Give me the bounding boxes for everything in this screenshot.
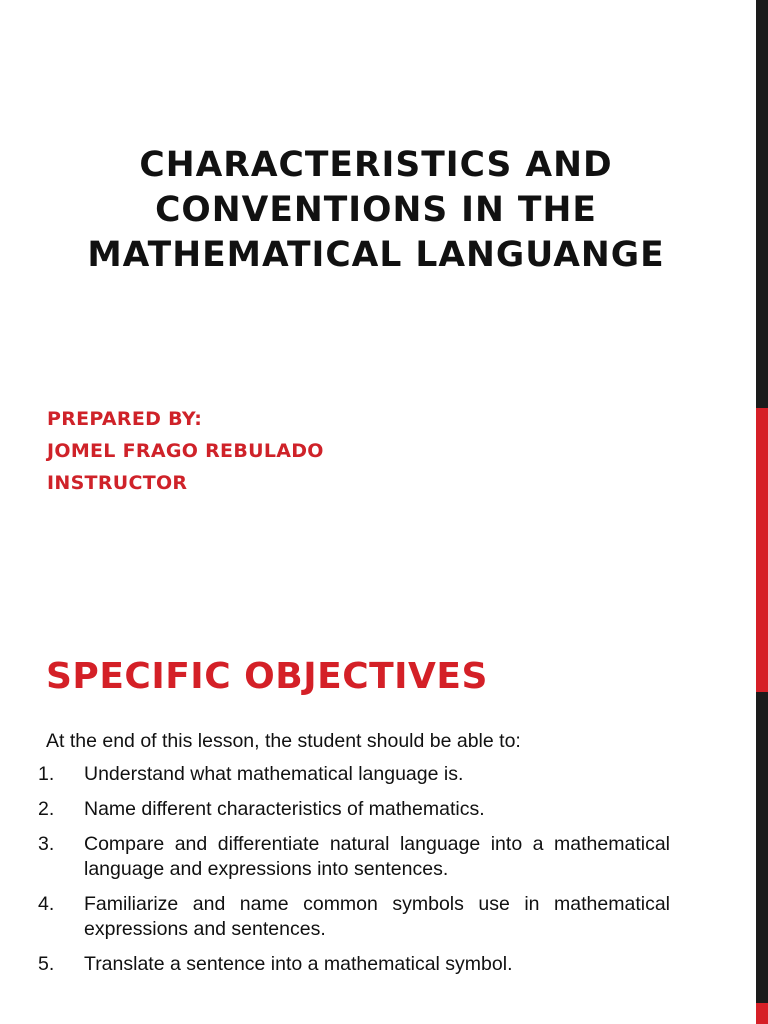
author-block bbox=[47, 403, 324, 499]
objective-item bbox=[38, 762, 670, 787]
sidebar-accent-red-bottom bbox=[756, 1003, 768, 1024]
author-role: INSTRUCTOR bbox=[47, 472, 188, 494]
objective-text: Translate a sentence into a mathematical symbol. bbox=[84, 953, 513, 975]
objective-item bbox=[38, 952, 670, 977]
objective-number: 3. bbox=[38, 833, 55, 855]
objective-item bbox=[38, 797, 670, 822]
objective-item bbox=[38, 832, 670, 882]
objective-text: Compare and differentiate natural language into a mathematical language and expressions into sentences. bbox=[84, 833, 670, 880]
title-line: CHARACTERISTICS AND bbox=[139, 145, 613, 185]
objective-number: 5. bbox=[38, 953, 55, 975]
prepared-by-label: PREPARED BY: bbox=[47, 408, 203, 430]
objective-text: Familiarize and name common symbols use in mathematical expressions and sentences. bbox=[84, 893, 670, 940]
objective-text: Understand what mathematical language is. bbox=[84, 763, 464, 785]
objective-number: 2. bbox=[38, 798, 55, 820]
title-line: MATHEMATICAL LANGUANGE bbox=[87, 235, 665, 275]
objective-number: 4. bbox=[38, 893, 55, 915]
objective-item bbox=[38, 892, 670, 942]
objectives-intro: At the end of this lesson, the student should be able to: bbox=[46, 730, 521, 752]
objectives-heading: SPECIFIC OBJECTIVES bbox=[46, 656, 488, 697]
objective-number: 1. bbox=[38, 763, 55, 785]
author-name: JOMEL FRAGO REBULADO bbox=[47, 440, 324, 462]
objective-text: Name different characteristics of mathematics. bbox=[84, 798, 485, 820]
title-line: CONVENTIONS IN THE bbox=[155, 190, 597, 230]
slide-title bbox=[20, 143, 732, 278]
sidebar-accent-red-top bbox=[756, 408, 768, 692]
objectives-list bbox=[38, 762, 670, 987]
